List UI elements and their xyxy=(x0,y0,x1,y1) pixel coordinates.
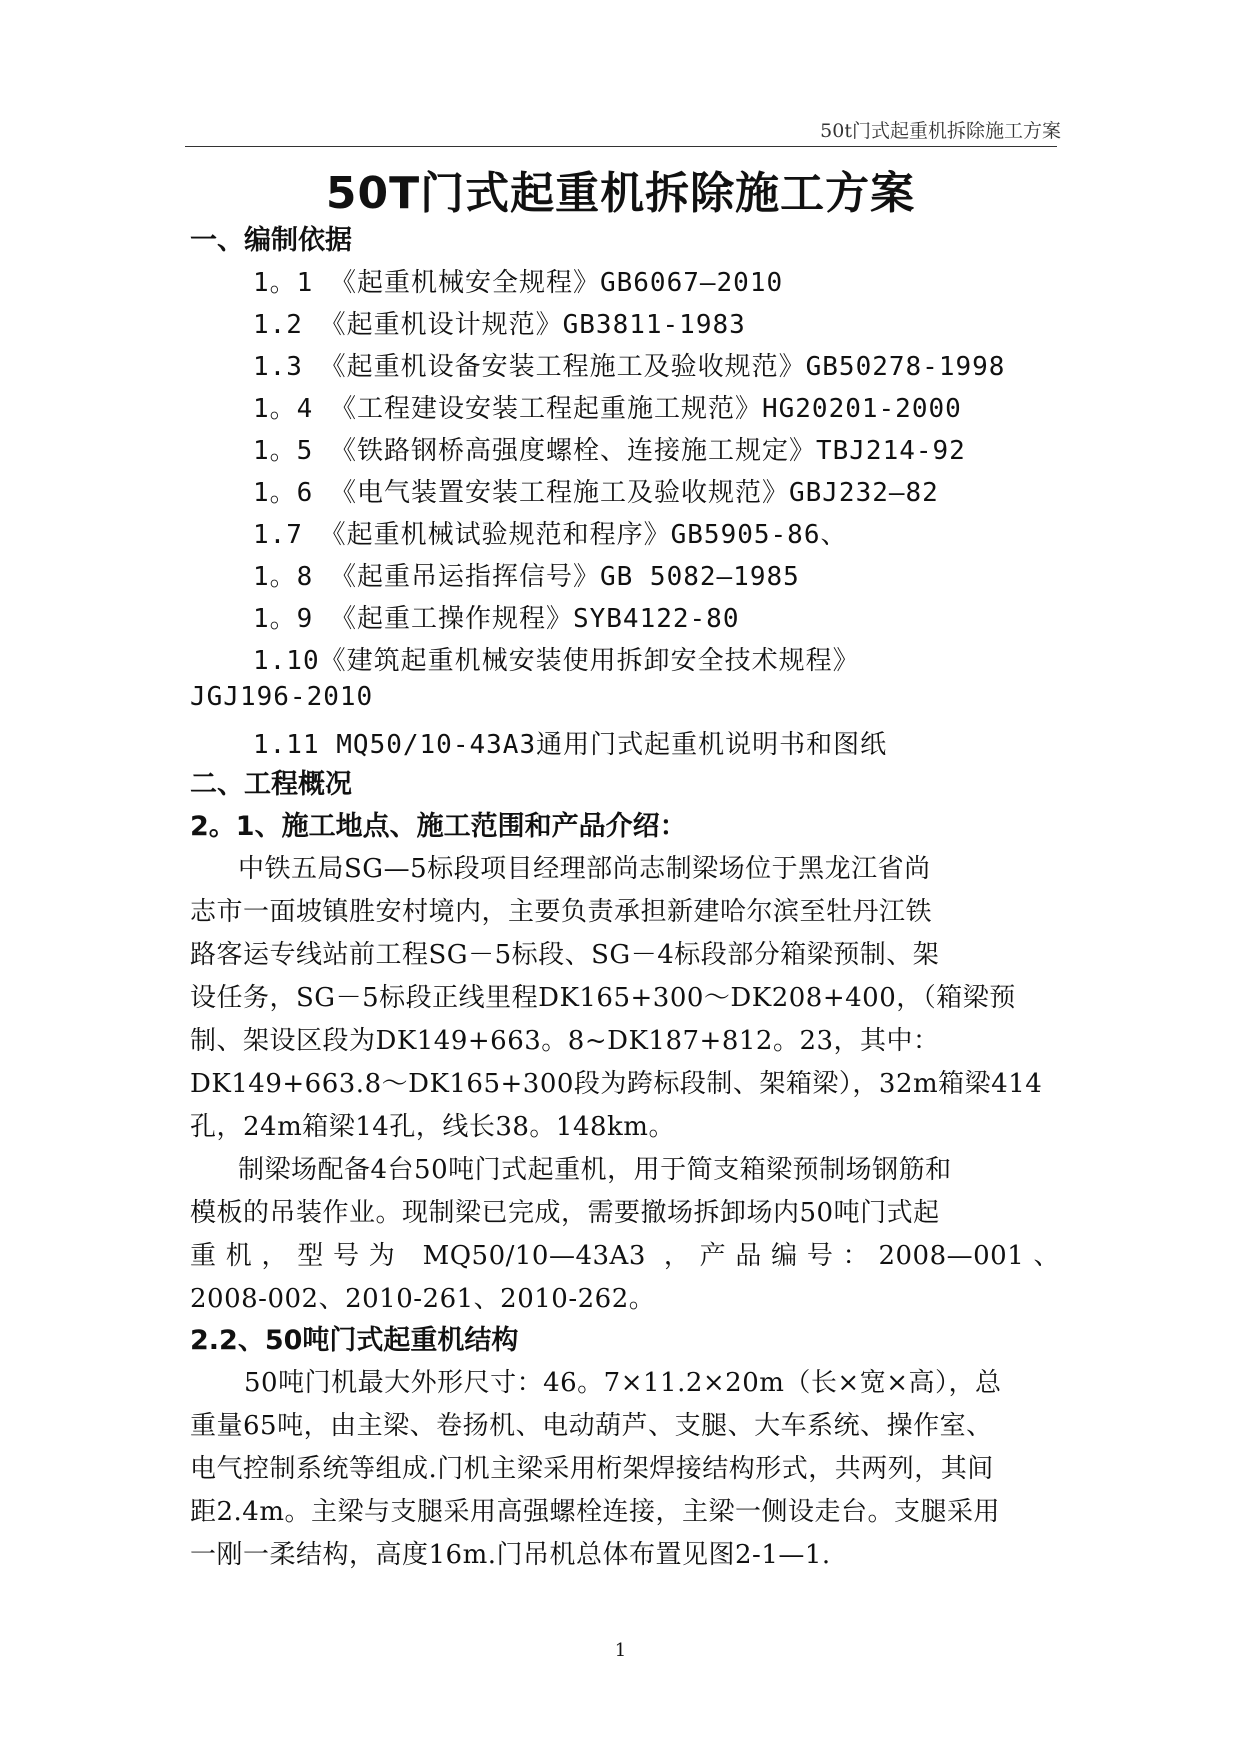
reference-1-9: 1。9 《起重工操作规程》SYB4122-80 xyxy=(253,604,740,634)
running-header: 50t门式起重机拆除施工方案 xyxy=(820,120,1061,142)
paragraph-line: 制梁场配备4台50吨门式起重机，用于简支箱梁预制场钢筋和 xyxy=(238,1155,952,1185)
paragraph-line: 距2.4m。主梁与支腿采用高强螺栓连接，主梁一侧设走台。支腿采用 xyxy=(190,1497,1001,1527)
paragraph-line: 设任务，SG－5标段正线里程DK165+300～DK208+400，（箱梁预 xyxy=(190,983,1016,1013)
reference-1-10: 1.10《建筑起重机械安装使用拆卸安全技术规程》 xyxy=(253,646,860,676)
subsection-2-2-heading: 2.2、50吨门式起重机结构 xyxy=(190,1325,519,1356)
reference-1-10-continued: JGJ196-2010 xyxy=(190,682,374,712)
header-rule xyxy=(185,146,1057,147)
reference-1-6: 1。6 《电气装置安装工程施工及验收规范》GBJ232—82 xyxy=(253,478,939,508)
paragraph-line: 制、架设区段为DK149+663。8~DK187+812。23，其中： xyxy=(190,1026,940,1056)
section-2-heading: 二、工程概况 xyxy=(190,769,352,800)
paragraph-line: 重机，型号为 MQ50/10—43A3 ，产品编号：2008—001、 xyxy=(190,1241,1060,1271)
paragraph-line: 电气控制系统等组成.门机主梁采用桁架焊接结构形式，共两列，其间 xyxy=(190,1454,994,1484)
reference-1-1: 1。1 《起重机械安全规程》GB6067—2010 xyxy=(253,268,784,298)
paragraph-line: 2008-002、2010-261、2010-262。 xyxy=(190,1284,656,1314)
reference-1-3: 1.3 《起重机设备安装工程施工及验收规范》GB50278-1998 xyxy=(253,352,1006,382)
paragraph-line: 孔，24m箱梁14孔，线长38。148km。 xyxy=(190,1112,675,1142)
reference-1-4: 1。4 《工程建设安装工程起重施工规范》HG20201-2000 xyxy=(253,394,962,424)
reference-1-8: 1。8 《起重吊运指挥信号》GB 5082—1985 xyxy=(253,562,800,592)
paragraph-line: 中铁五局SG—5标段项目经理部尚志制梁场位于黑龙江省尚 xyxy=(238,854,931,884)
paragraph-line: 志市一面坡镇胜安村境内，主要负责承担新建哈尔滨至牡丹江铁 xyxy=(190,897,933,927)
reference-1-5: 1。5 《铁路钢桥高强度螺栓、连接施工规定》TBJ214-92 xyxy=(253,436,966,466)
paragraph-line: DK149+663.8～DK165+300段为跨标段制、架箱梁），32m箱梁414 xyxy=(190,1069,1043,1099)
reference-1-2: 1.2 《起重机设计规范》GB3811-1983 xyxy=(253,310,746,340)
paragraph-line: 一刚一柔结构，高度16m.门吊机总体布置见图2-1—1. xyxy=(190,1540,831,1570)
page-number: 1 xyxy=(614,1640,627,1661)
subsection-2-1-heading: 2。1、施工地点、施工范围和产品介绍： xyxy=(190,811,687,842)
paragraph-line: 50吨门机最大外形尺寸：46。7×11.2×20m（长×宽×高），总 xyxy=(244,1368,1002,1398)
paragraph-line: 路客运专线站前工程SG－5标段、SG－4标段部分箱梁预制、架 xyxy=(190,940,940,970)
paragraph-line: 模板的吊装作业。现制梁已完成，需要撤场拆卸场内50吨门式起 xyxy=(190,1198,940,1228)
paragraph-line: 重量65吨，由主梁、卷扬机、电动葫芦、支腿、大车系统、操作室、 xyxy=(190,1411,993,1441)
document-title: 50T门式起重机拆除施工方案 xyxy=(325,168,916,219)
reference-1-7: 1.7 《起重机械试验规范和程序》GB5905-86、 xyxy=(253,520,848,550)
section-1-heading: 一、编制依据 xyxy=(190,225,352,256)
reference-1-11: 1.11 MQ50/10-43A3通用门式起重机说明书和图纸 xyxy=(253,730,888,760)
